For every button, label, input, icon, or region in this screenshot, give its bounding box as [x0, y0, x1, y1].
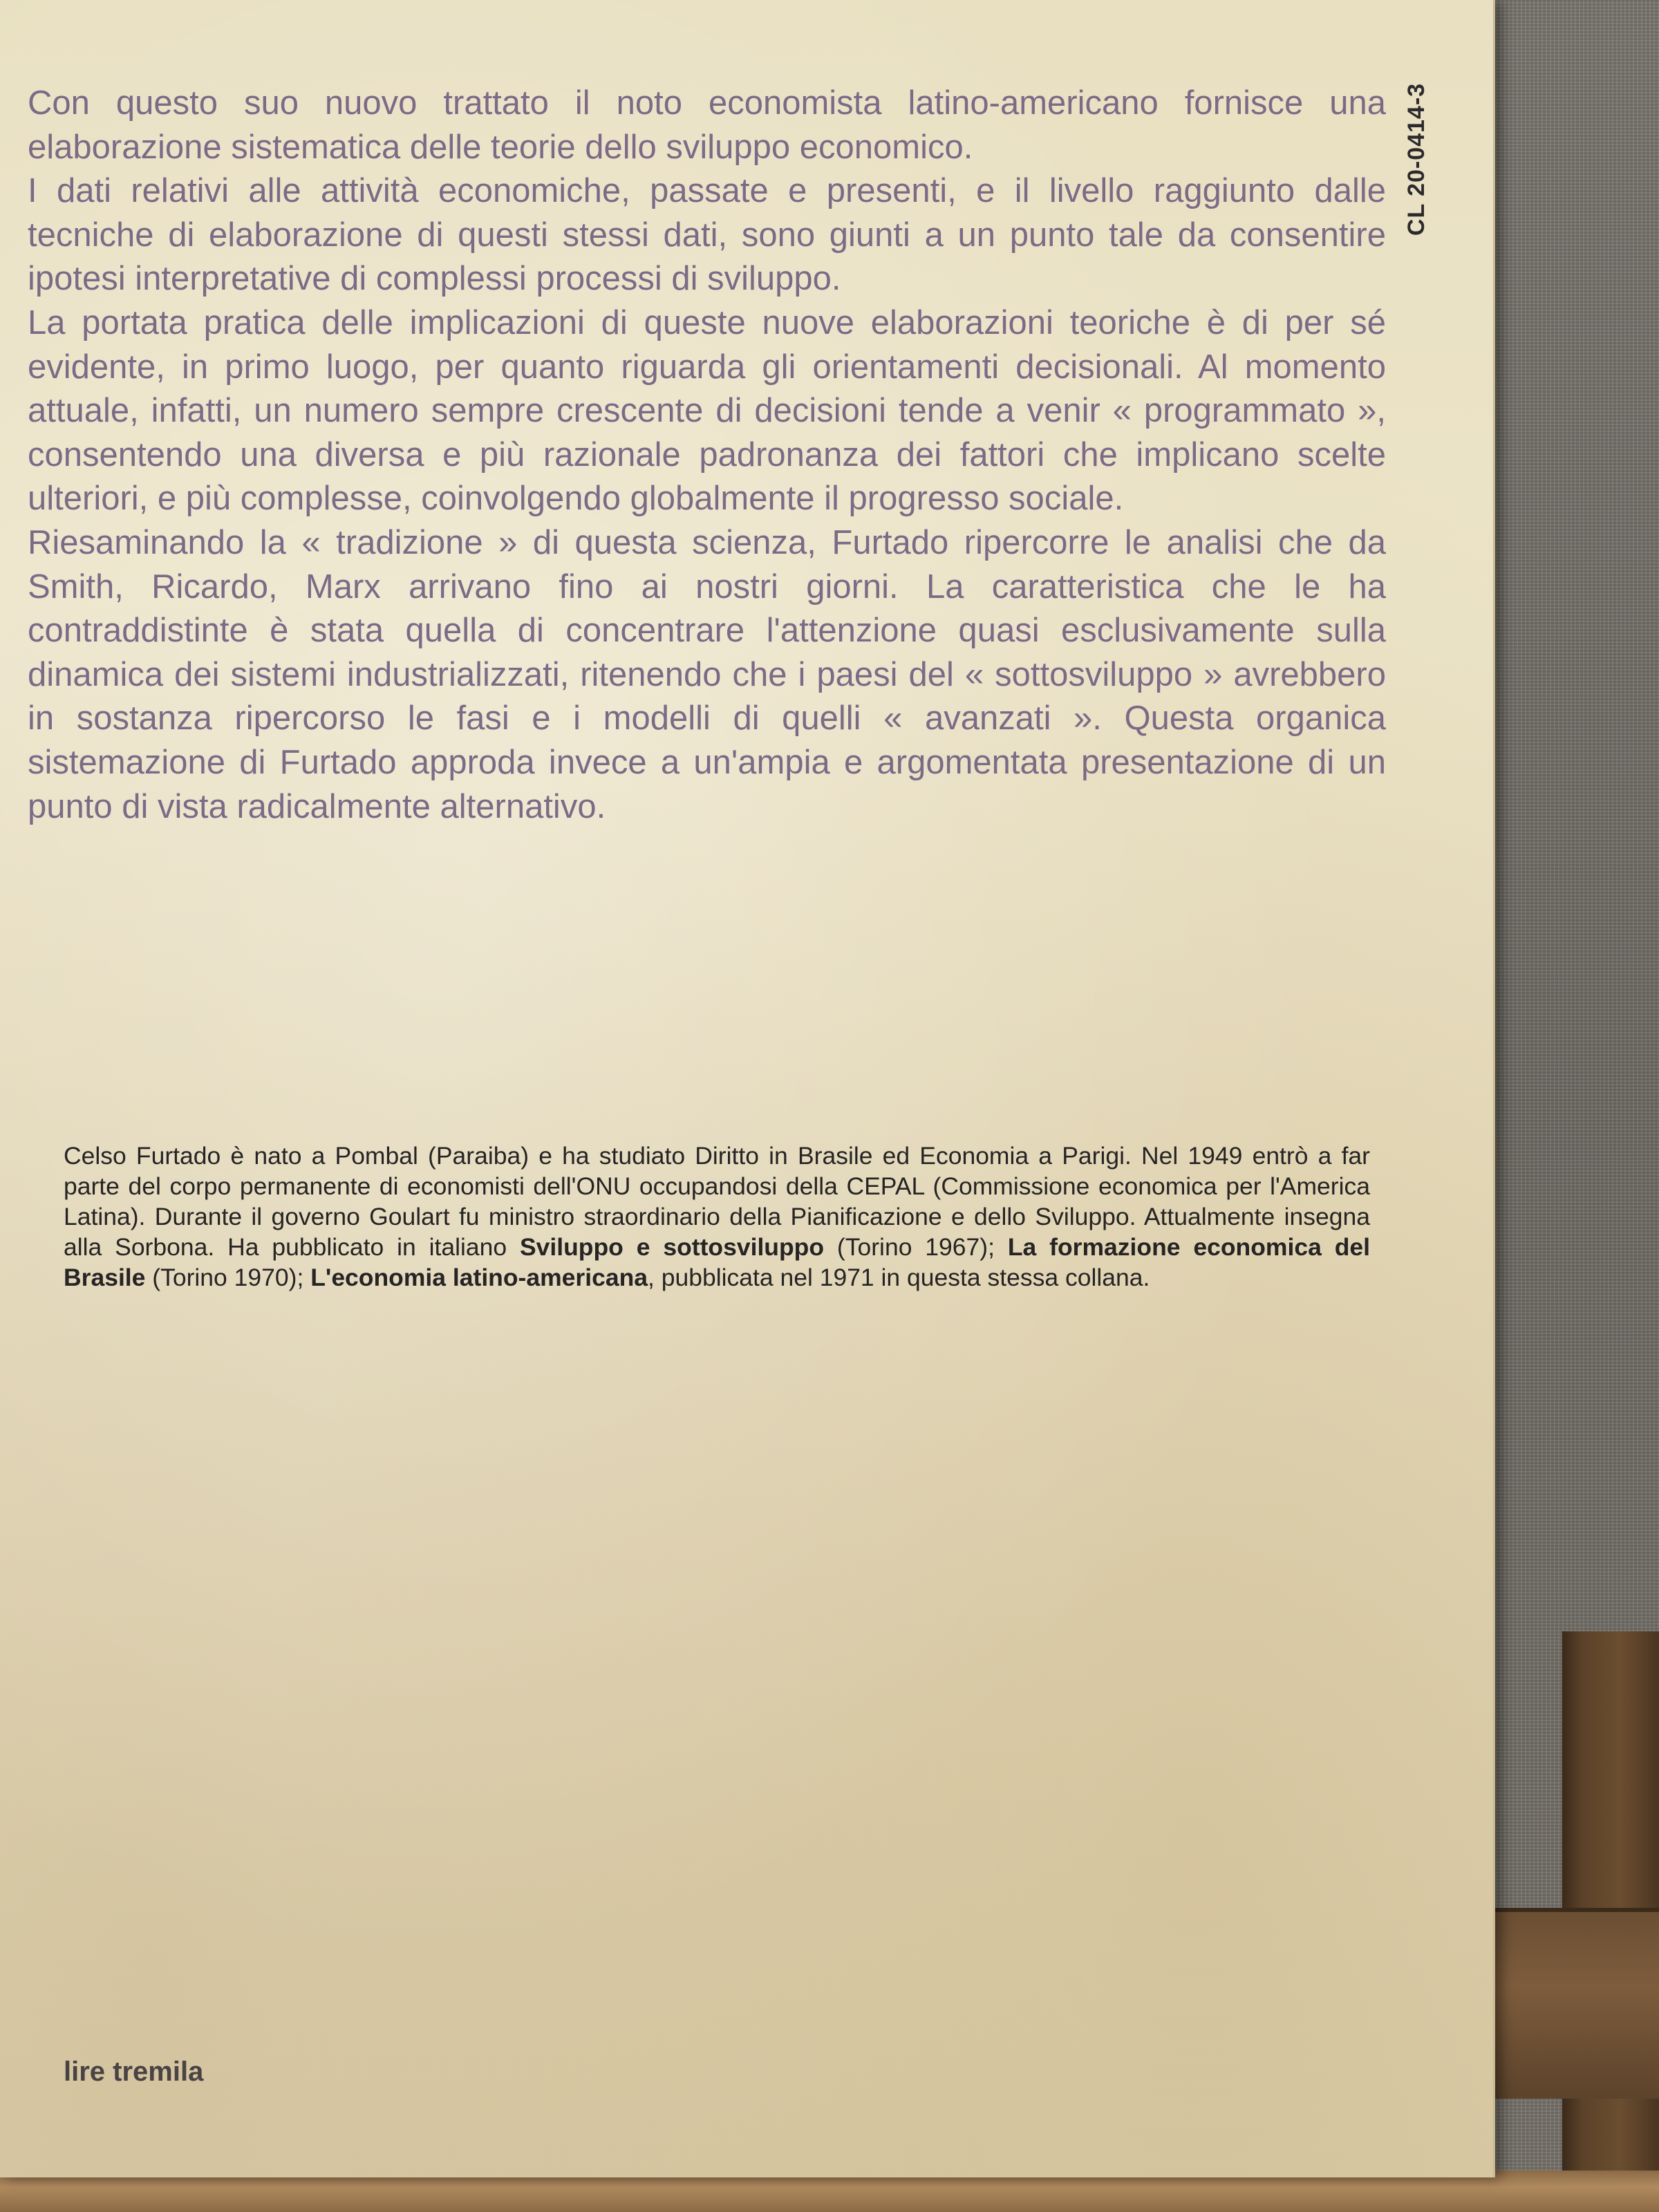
- synopsis-paragraph: Riesaminando la « tradizione » di questa scienza, Furtado ripercorre le analisi che da Smith, Ricardo, Marx arrivano fino ai nostri giorni. La caratteristica che le ha contraddistinte è stata quella di concentrare l'attenzione quasi esclusivamente sulla dinamica dei sistemi industrializzati, ritenendo che i paesi del « sottosviluppo » avrebbero in sostanza ripercorso le fasi e i modelli di quelli « avanzati ». Questa organica sistemazione di Furtado approda invece a un'ampia e argomentata presentazione di un punto di vista radicalmente alternativo.: [28, 523, 1386, 825]
- bio-text: (Torino 1970);: [145, 1264, 311, 1291]
- author-biography: [64, 1141, 1370, 1293]
- book-title: L'economia latino-americana: [310, 1264, 648, 1291]
- price-label: lire tremila: [64, 2056, 204, 2087]
- bio-text: , pubblicata nel 1971 in questa stessa collana.: [648, 1264, 1150, 1291]
- synopsis-paragraph: Con questo suo nuovo trattato il noto economista latino-americano fornisce una elaborazione sistematica delle teorie dello sviluppo economico.: [28, 84, 1386, 166]
- bio-text: Celso Furtado è nato a Pombal (Paraiba) e ha studiato Diritto in Brasile ed Economia a Parigi. Nel 1949 entrò a far parte del corpo permanente di economisti dell'ONU occupandosi della CEPAL (Commissione economica per l'America Latina). Durante il governo Goulart fu ministro straordinario della Pianificazione e dello Sviluppo. Attualmente insegna alla Sorbona. Ha pubblicato in italiano: [64, 1142, 1370, 1261]
- catalog-code-stamp: [1396, 76, 1438, 242]
- catalog-code-text: CL 20-0414-3: [1403, 82, 1430, 236]
- synopsis-paragraph: I dati relativi alle attività economiche, passate e presenti, e il livello raggiunto dalle tecniche di elaborazione di questi stessi dati, sono giunti a un punto tale da consentire ipotesi interpretative di complessi processi di sviluppo.: [28, 172, 1386, 298]
- synopsis-text: [28, 82, 1386, 829]
- book-title: Sviluppo e sottosviluppo: [519, 1233, 825, 1261]
- synopsis-paragraph: La portata pratica delle implicazioni di queste nuove elaborazioni teoriche è di per sé evidente, in primo luogo, per quanto riguarda gli orientamenti decisionali. Al momento attuale, infatti, un numero sempre crescente di decisioni tende a venir « programmato », consentendo una diversa e più razionale padronanza dei fattori che implicano scelte ulteriori, e più complesse, coinvolgendo globalmente il progresso sociale.: [28, 303, 1386, 518]
- bio-text: (Torino 1967);: [824, 1233, 1008, 1261]
- book-title: La formazione economica del Brasile: [64, 1233, 1370, 1291]
